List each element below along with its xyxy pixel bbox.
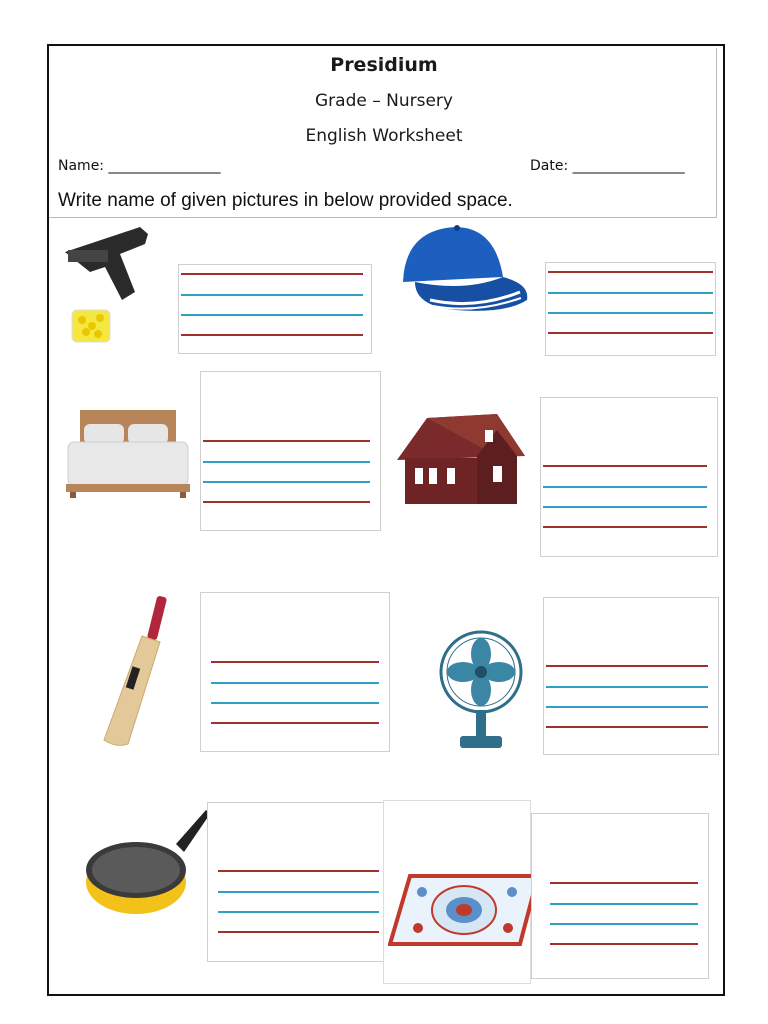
writing-box-1[interactable] [178, 264, 372, 354]
writing-box-8[interactable] [531, 813, 709, 979]
fan-icon [436, 630, 526, 750]
cap-icon [395, 222, 535, 318]
bed-icon [64, 408, 192, 500]
date-field[interactable]: Date: ________________ [530, 158, 685, 174]
writing-box-6[interactable] [543, 597, 719, 755]
subject-label: English Worksheet [305, 126, 463, 146]
instruction-text: Write name of given pictures in below provided space. [58, 190, 513, 211]
writing-box-2[interactable] [545, 262, 716, 356]
writing-box-3[interactable] [200, 371, 381, 531]
school-title: Presidium [330, 54, 438, 76]
name-field[interactable]: Name: ________________ [58, 158, 221, 174]
rug-icon [388, 872, 542, 948]
cricket-bat-icon [98, 596, 170, 748]
house-icon [397, 410, 527, 506]
writing-box-5[interactable] [200, 592, 390, 752]
writing-box-4[interactable] [540, 397, 718, 557]
frying-pan-icon [84, 804, 212, 916]
toy-gun-icon [60, 222, 170, 352]
grade-label: Grade – Nursery [315, 91, 453, 111]
writing-box-7[interactable] [207, 802, 390, 962]
